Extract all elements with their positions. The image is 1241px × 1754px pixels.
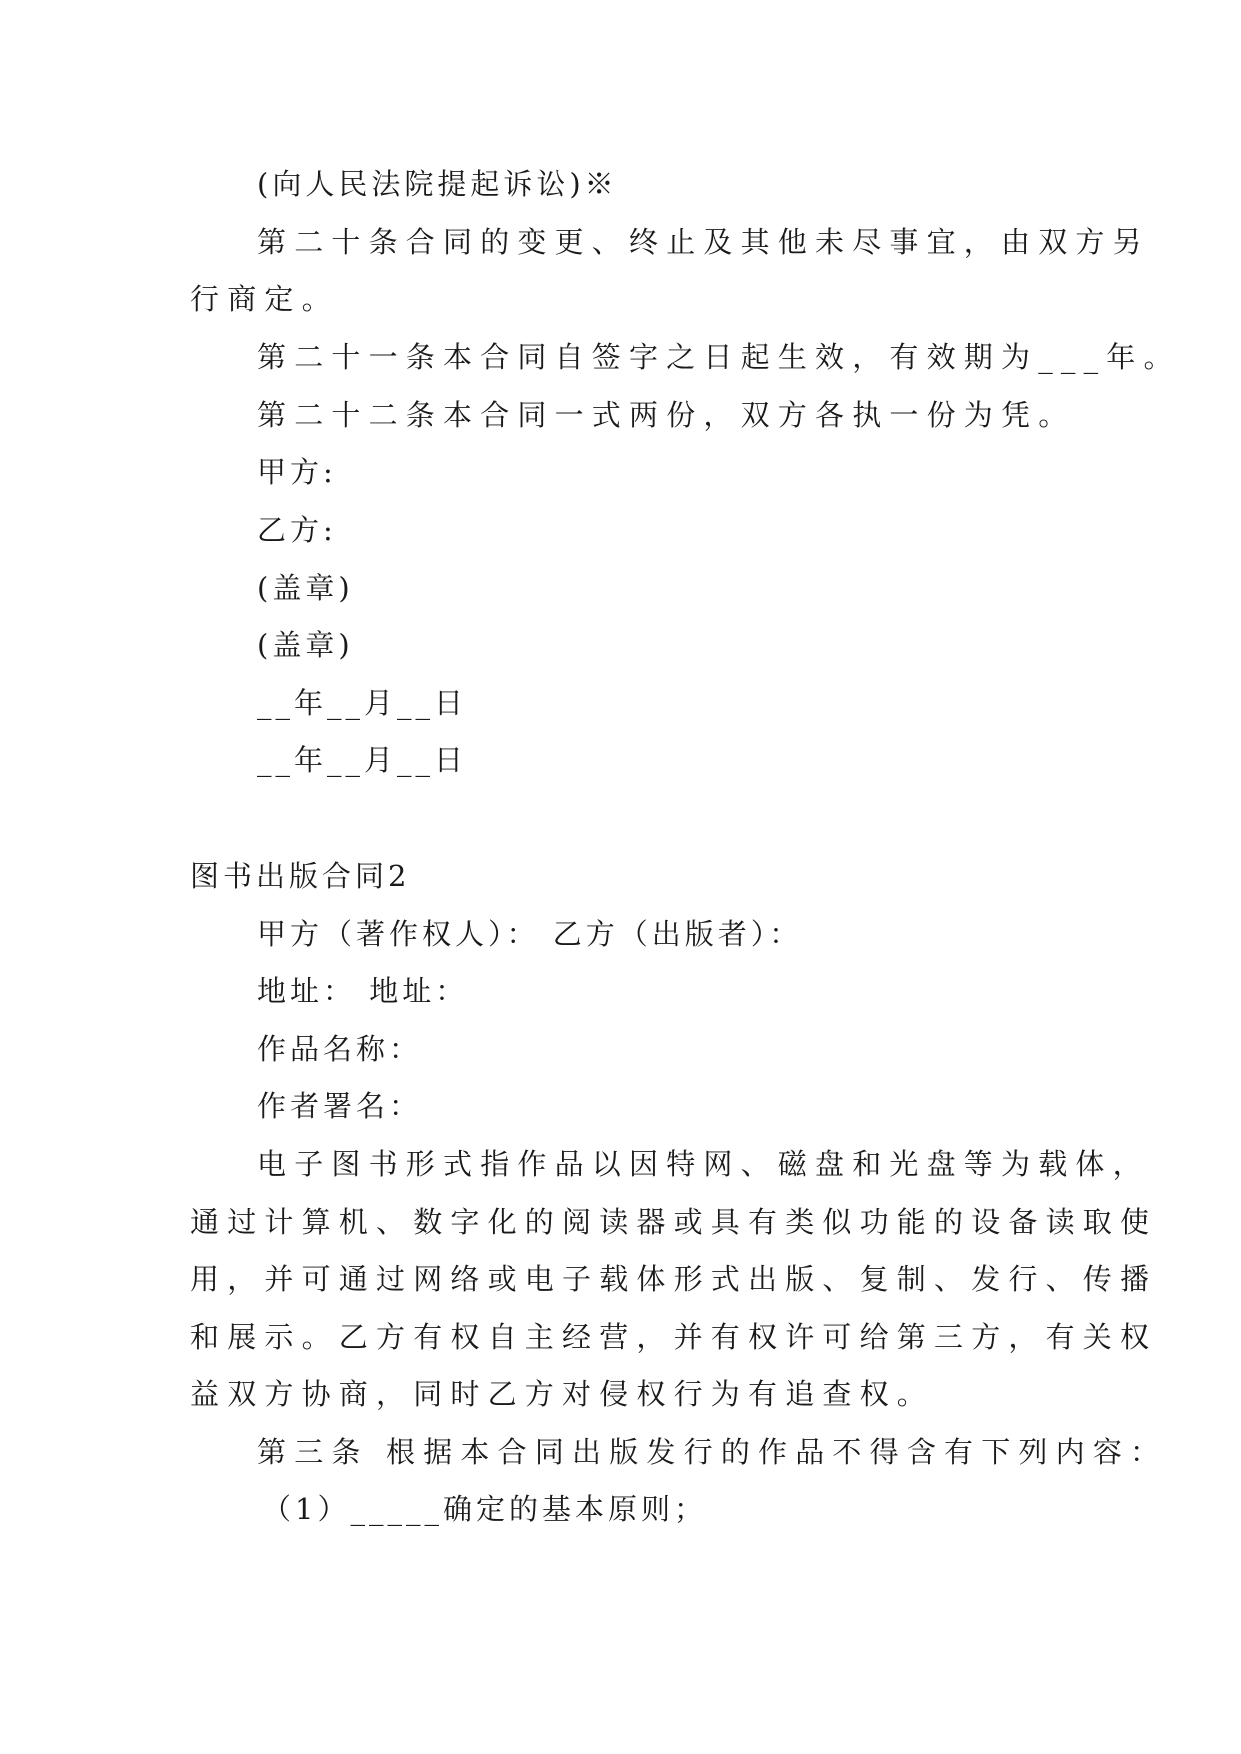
seal-label-b: (盖章)	[257, 628, 354, 662]
article-20-line1: 第二十条合同的变更、终止及其他未尽事宜，由双方另	[257, 225, 1150, 259]
ebook-definition-line2: 通过计算机、数字化的阅读器或具有类似功能的设备读取使	[190, 1205, 1158, 1239]
article-20-line2: 行商定。	[190, 282, 339, 316]
article-3-item-1: （1）_____确定的基本原则；	[262, 1492, 707, 1526]
author-signature-line: 作者署名：	[257, 1089, 423, 1123]
ebook-definition-line4: 和展示。乙方有权自主经营，并有权许可给第三方，有关权	[190, 1320, 1158, 1354]
seal-label-a: (盖章)	[257, 571, 354, 605]
parties-line: 甲方（著作权人）： 乙方（出版者）：	[257, 917, 803, 951]
ebook-definition-line1: 电子图书形式指作品以因特网、磁盘和光盘等为载体，	[257, 1147, 1150, 1181]
work-title-line: 作品名称：	[257, 1032, 423, 1066]
party-b-label: 乙方:	[257, 513, 337, 547]
date-line-a: __年__月__日	[257, 686, 468, 720]
date-line-b: __年__月__日	[257, 743, 468, 777]
article-22: 第二十二条本合同一式两份，双方各执一份为凭。	[257, 398, 1076, 432]
ebook-definition-line5: 益双方协商，同时乙方对侵权行为有追查权。	[190, 1377, 935, 1411]
party-a-label: 甲方:	[257, 455, 337, 489]
article-21: 第二十一条本合同自签字之日起生效，有效期为___年。	[257, 340, 1181, 374]
contract-title: 图书出版合同2	[190, 859, 411, 893]
address-line: 地址： 地址：	[257, 974, 469, 1008]
ebook-definition-line3: 用，并可通过网络或电子载体形式出版、复制、发行、传播	[190, 1262, 1158, 1296]
article-3: 第三条 根据本合同出版发行的作品不得含有下列内容：	[257, 1435, 1168, 1469]
paragraph-litigation: (向人民法院提起诉讼)※	[257, 167, 618, 201]
